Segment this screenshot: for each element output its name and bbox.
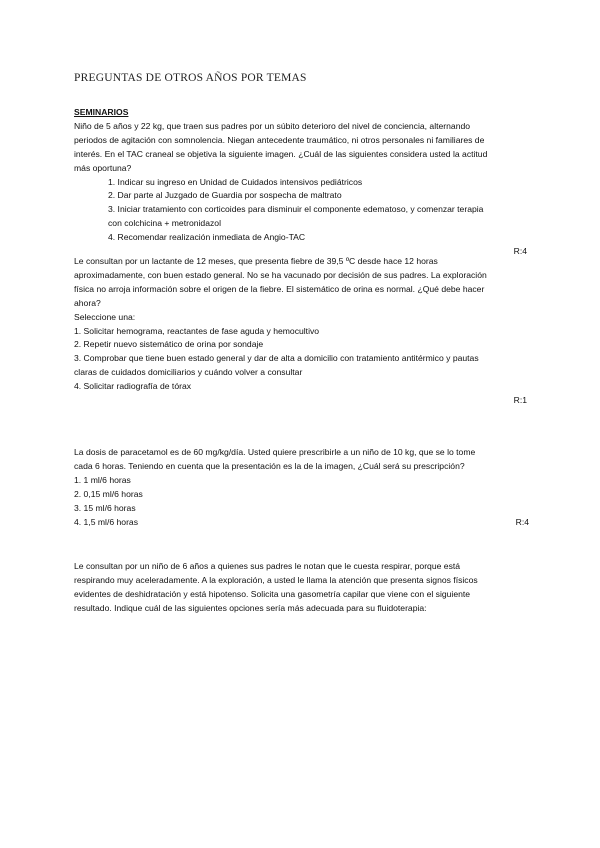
question-2-select-label: Seleccione una:	[74, 311, 136, 322]
question-2-line: física no arroja información sobre el origen de la fiebre. El sistemático de orina es normal. ¿Qué debe hacer	[74, 283, 485, 294]
question-1-line: periodos de agitación con somnolencia. Niegan antecedente traumático, ni otros personales ni familiares de	[74, 134, 485, 145]
question-3-line: La dosis de paracetamol es de 60 mg/kg/día. Usted quiere prescribirle a un niño de 10 kg, que se lo tome	[74, 447, 476, 457]
question-3-line: cada 6 horas. Teniendo en cuenta que la presentación es la de la imagen, ¿Cuál será su prescripción?	[74, 460, 465, 471]
question-2	[74, 255, 529, 408]
question-4-line: resultado. Indique cuál de las siguientes opciones sería más adecuada para su fluidoterapia:	[74, 602, 427, 613]
question-1-answer: R:4	[513, 246, 527, 257]
question-1-option-3-continuation: con colchicina + metronidazol	[108, 218, 221, 229]
question-3-option-3: 3. 15 ml/6 horas	[74, 502, 136, 513]
question-1-option-4: 4. Recomendar realización inmediata de Angio-TAC	[108, 232, 306, 243]
question-4-line: Le consultan por un niño de 6 años a quienes sus padres le notan que le cuesta respirar, porque está	[74, 561, 461, 571]
question-2-line: Le consultan por un lactante de 12 meses, que presenta fiebre de 39,5 ºC desde hace 12 horas	[74, 256, 438, 266]
question-1-option-1: 1. Indicar su ingreso en Unidad de Cuidados intensivos pediátricos	[108, 176, 363, 187]
question-2-line: ahora?	[74, 297, 101, 308]
section-heading: SEMINARIOS	[74, 107, 129, 117]
question-1-line: Niño de 5 años y 22 kg, que traen sus padres por un súbito deterioro del nivel de conciencia, alternando	[74, 120, 471, 131]
question-2-option-3-continuation: claras de cuidados domiciliarios y cuándo volver a consultar	[74, 367, 303, 378]
question-1-line: interés. En el TAC craneal se objetiva la siguiente imagen. ¿Cuál de las siguientes considera usted la actitud	[74, 148, 488, 159]
question-2-option-4: 4. Solicitar radiografía de tórax	[74, 381, 192, 392]
question-4-line: respirando muy aceleradamente. A la exploración, a usted le llama la atención que presenta signos físicos	[74, 574, 478, 585]
question-2-line: aproximadamente, con buen estado general. No se ha vacunado por decisión de sus padres. La exploración	[74, 269, 487, 280]
question-1-option-3: 3. Iniciar tratamiento con corticoides para disminuir el componente edematoso, y comenzar terapia	[108, 204, 484, 215]
question-3-option-1: 1. 1 ml/6 horas	[74, 474, 131, 485]
question-3-option-4: 4. 1,5 ml/6 horas	[74, 516, 139, 527]
question-3	[74, 446, 529, 529]
question-1-option-2: 2. Dar parte al Juzgado de Guardia por sospecha de maltrato	[108, 190, 342, 201]
question-3-option-2: 2. 0,15 ml/6 horas	[74, 488, 143, 499]
question-3-option-4-row	[74, 516, 529, 530]
question-4-line: evidentes de deshidratación y está hipotenso. Solicita una gasometría capilar que viene con el siguiente	[74, 588, 471, 599]
question-2-answer: R:1	[513, 395, 527, 406]
question-3-answer: R:4	[515, 516, 529, 527]
question-1-line: más oportuna?	[74, 162, 132, 173]
question-2-option-1: 1. Solicitar hemograma, reactantes de fase aguda y hemocultivo	[74, 325, 320, 336]
question-2-option-3: 3. Comprobar que tiene buen estado general y dar de alta a domicilio con tratamiento antitérmico y pautas	[74, 353, 479, 364]
question-2-option-2: 2. Repetir nuevo sistemático de orina por sondaje	[74, 339, 264, 350]
question-4	[74, 560, 529, 616]
question-1	[74, 106, 529, 259]
page-title: PREGUNTAS DE OTROS AÑOS POR TEMAS	[74, 72, 307, 84]
